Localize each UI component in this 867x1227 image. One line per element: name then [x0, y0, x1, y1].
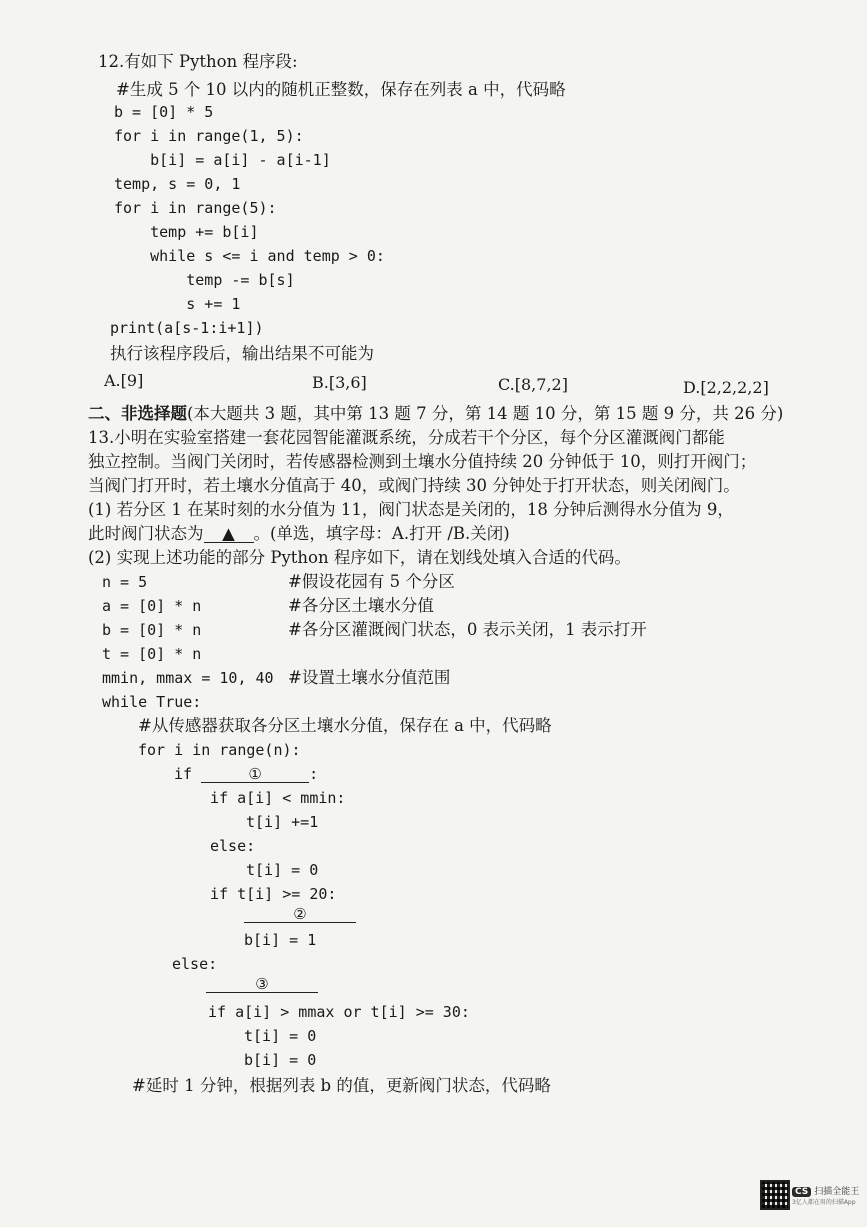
q13-code-line: if t[i] >= 20: [210, 885, 337, 903]
q13-intro-line: 13.小明在实验室搭建一套花园智能灌溉系统，分成若干个分区，每个分区灌溉阀门都能 [88, 428, 725, 447]
q13-intro-line: 独立控制。当阀门关闭时，若传感器检测到土壤水分值持续 20 分钟低于 10，则打开阀门； [88, 452, 757, 471]
q12-code-line: for i in range(5): [114, 199, 277, 217]
q13-code-line: while True: [102, 693, 202, 711]
q13-code-line: b = [0] * n [102, 621, 202, 639]
q13-code-line: mmin, mmax = 10, 40 [102, 669, 274, 687]
q13-code-line: for i in range(n): [138, 741, 301, 759]
q13-code-line: b[i] = 0 [244, 1051, 317, 1069]
q13-answer-blank-3: ③ [206, 974, 318, 993]
q13-code-comment: #设置土壤水分值范围 [288, 668, 451, 687]
q12-option-b: B.[3,6] [312, 373, 367, 392]
q13-part1-answer-blank: ▲ [204, 524, 254, 543]
q13-code-line: a = [0] * n [102, 597, 202, 615]
camscanner-logo-icon: CS [792, 1187, 811, 1197]
q13-code-line: else: [172, 955, 218, 973]
q13-code-comment: #各分区灌溉阀门状态，0 表示关闭，1 表示打开 [288, 620, 647, 639]
q12-option-c: C.[8,7,2] [498, 375, 568, 394]
q13-code-comment: #各分区土壤水分值 [288, 596, 434, 615]
q13-if-blank1-line [174, 764, 318, 784]
q13-code-line: b[i] = 1 [244, 931, 317, 949]
q13-code-line: if a[i] > mmax or t[i] >= 30: [208, 1003, 470, 1021]
q13-code-line: t = [0] * n [102, 645, 202, 663]
q13-code-line: if a[i] < mmin: [210, 789, 346, 807]
q13-code-comment: #假设花园有 5 个分区 [288, 572, 455, 591]
q13-code-line: t[i] = 0 [244, 1027, 317, 1045]
q12-code-line: temp += b[i] [114, 223, 259, 241]
q12-code-line: print(a[s-1:i+1]) [110, 319, 264, 337]
q13-part1-line1: (1) 若分区 1 在某时刻的水分值为 11，阀门状态是关闭的，18 分钟后测得水分值为 9， [88, 500, 734, 519]
q12-option-d: D.[2,2,2,2] [683, 378, 769, 397]
section2-note: (本大题共 3 题，其中第 13 题 7 分，第 14 题 10 分，第 15 题 9 分，共 26 分) [187, 404, 784, 423]
q12-code-line: b[i] = a[i] - a[i-1] [114, 151, 331, 169]
q12-option-a: A.[9] [104, 371, 144, 390]
q13-answer-blank-2: ② [244, 904, 356, 923]
q12-code-line: s += 1 [114, 295, 241, 313]
q13-part2-prompt: (2) 实现上述功能的部分 Python 程序如下，请在划线处填入合适的代码。 [88, 548, 631, 567]
section2-header [88, 404, 783, 424]
q13-part1-text: 此时阀门状态为 [88, 524, 204, 543]
q13-code-line: n = 5 [102, 573, 148, 591]
q12-code-line: while s <= i and temp > 0: [114, 247, 385, 265]
q12-code-line: b = [0] * 5 [114, 103, 214, 121]
q13-part1-line2 [88, 524, 510, 544]
q13-intro-line: 当阀门打开时，若土壤水分值高于 40，或阀门持续 30 分钟处于打开状态，则关闭阀门。 [88, 476, 740, 495]
q12-code-line: #生成 5 个 10 以内的随机正整数，保存在列表 a 中，代码略 [116, 80, 566, 99]
q12-question: 执行该程序段后，输出结果不可能为 [110, 344, 374, 363]
scanner-watermark [792, 1184, 860, 1206]
q12-code-line: for i in range(1, 5): [114, 127, 304, 145]
watermark-sub: 3亿人都在用的扫描App [792, 1199, 856, 1206]
q12-code-line: temp -= b[s] [114, 271, 295, 289]
q13-code-line: t[i] = 0 [246, 861, 319, 879]
watermark-brand: 扫描全能王 [814, 1187, 860, 1197]
q12-title: 12.有如下 Python 程序段: [98, 52, 298, 71]
q13-code-line: t[i] +=1 [246, 813, 319, 831]
q13-part1-hint: 。(单选，填字母：A.打开 /B.关闭) [253, 524, 510, 543]
q13-if-colon: : [309, 765, 319, 783]
qr-code-icon [760, 1180, 790, 1210]
q13-blank2-line [244, 904, 356, 924]
q13-blank3-line [206, 974, 318, 994]
section2-heading: 二、非选择题 [88, 404, 187, 423]
q12-code-line: temp, s = 0, 1 [114, 175, 241, 193]
q13-code-line: else: [210, 837, 256, 855]
q13-code-comment: #从传感器获取各分区土壤水分值，保存在 a 中，代码略 [138, 716, 552, 735]
q13-code-comment: #延时 1 分钟，根据列表 b 的值，更新阀门状态，代码略 [132, 1076, 551, 1095]
q13-answer-blank-1: ① [201, 764, 309, 783]
q13-if-keyword: if [174, 765, 193, 783]
